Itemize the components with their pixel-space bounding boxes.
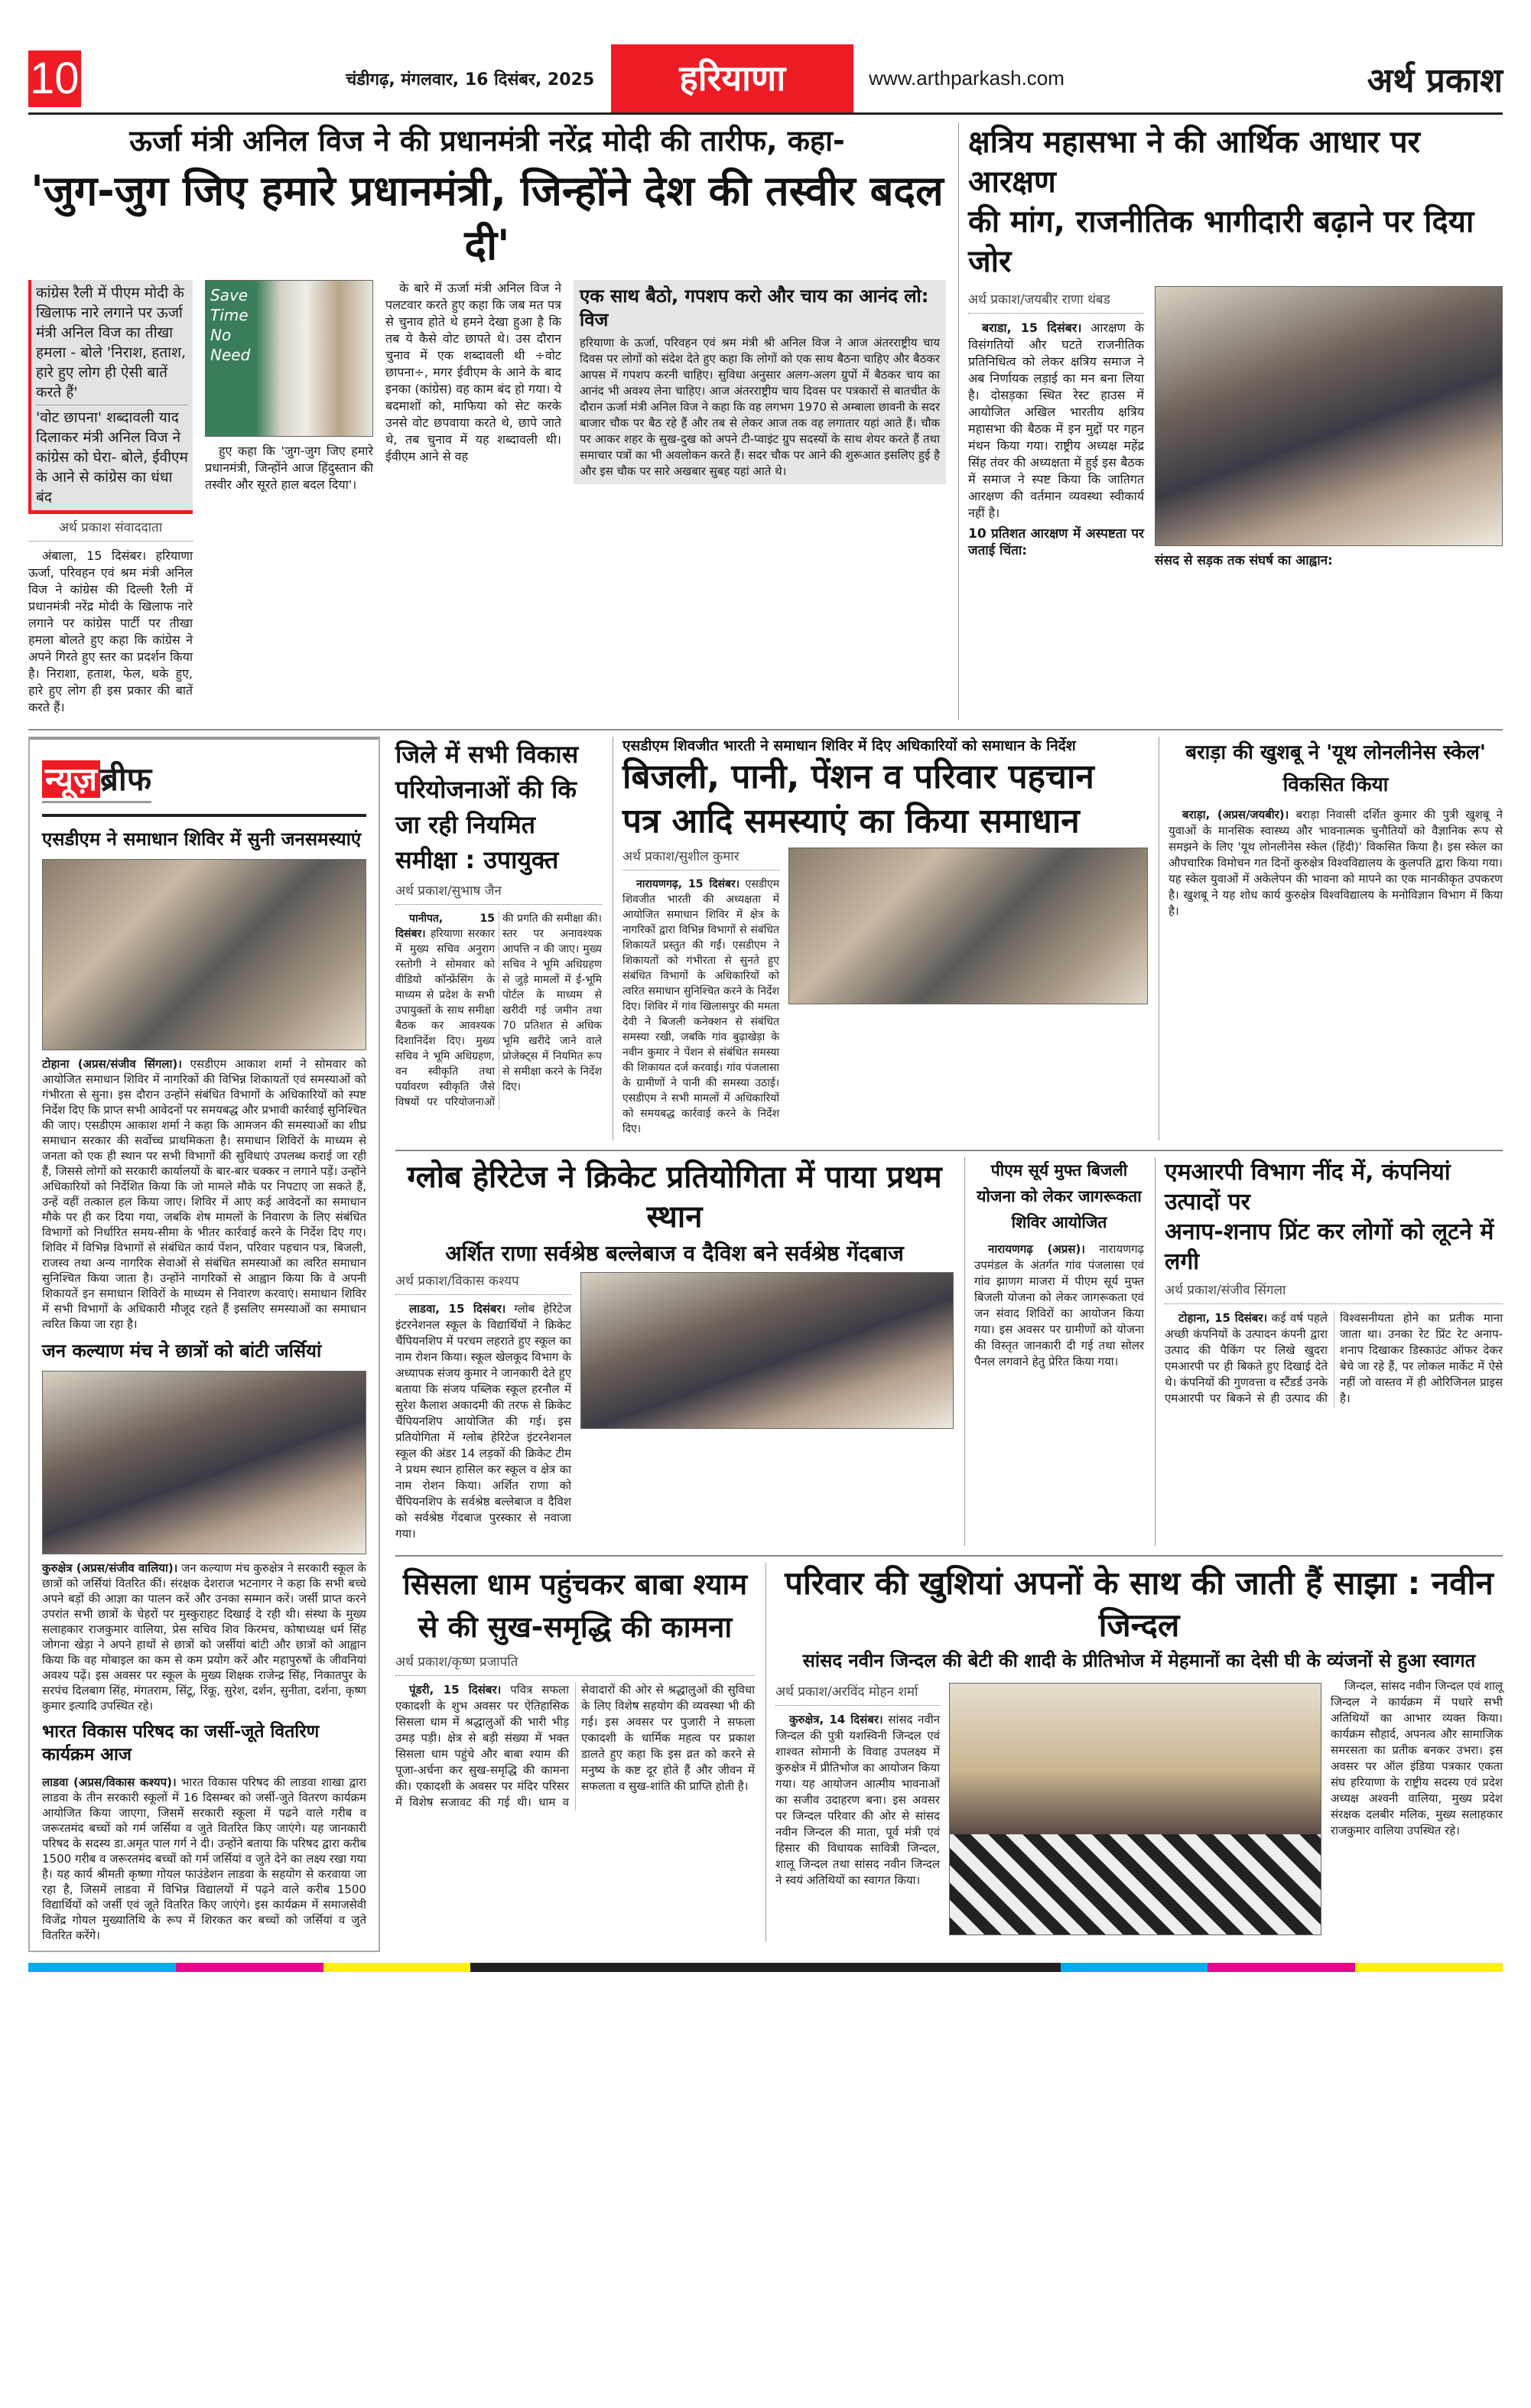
samadhan-article: [613, 737, 1148, 1141]
masthead: [28, 44, 1503, 115]
subhead: संसद से सड़क तक संघर्ष का आह्वान:: [1155, 553, 1333, 568]
registration-swatch: [28, 1963, 176, 1972]
chai-headline: एक साथ बैठो, गपशप करो और चाय का आनंद लो: विज: [580, 285, 929, 330]
kshatriya-body: [968, 320, 1144, 559]
brief-headline: जन कल्याण मंच ने छात्रों को बांटी जर्सियां: [42, 1339, 322, 1362]
page-number: 10: [28, 50, 81, 107]
jindal-column-1: [775, 1678, 940, 1941]
jindal-columns: [775, 1678, 1503, 1941]
registration-swatch: [1355, 1963, 1503, 1972]
lower-articles: [395, 737, 1503, 1952]
color-registration-bar: [28, 1963, 1503, 1972]
paragraph: जन कल्याण मंच कुरुक्षेत्र ने सरकारी स्कूल के छात्रों को जर्सियां वितरित कीं। संरक्षक देशराज भटनागर ने कहा कि सभी बच्चे अपने बड़ों की आज्ञा का पालन करें और उनका सम्मान करें। जर्सी प्राप्त करने उपरांत सभी छात्रों के चेहरों पर मुस्कुराहट दिखाई दे रही थी। संस्था के मुख्य सलाहकार राजकुमार वालिया, प्रेस सचिव शिव किरमच, कोषाध्यक्ष धर्म सिंह जोगना खेड़ा ने अपने हाथों से छात्रों को जर्सीयां बांटी और छात्रों को आह्वान किया कि वह मोबाइल का कम से कम प्रयोग करें और महापुरुषों के जीवनियां अवश्य पढ़ें। इस अवसर पर स्कूल के मुख्य शिक्षक राजेन्द्र सिंह, निकातपुर के सरपंच दिलबाग सिंह, मंगतराम, सिंटू, रिंकू, सुरेश, दर्शन, सुनीता, दर्शना, कृष्ण कुमार इत्यादि उपस्थित रहे।: [42, 1561, 366, 1713]
brief-headline: एसडीएम ने समाधान शिविर में सुनी जनसमस्याएं: [42, 828, 362, 850]
row-c: [395, 1557, 1503, 1950]
registration-swatch: [176, 1963, 323, 1972]
kshatriya-column-2: [1155, 286, 1503, 573]
subhead: 10 प्रतिशत आरक्षण में अस्पष्टता पर जताई चिंता:: [968, 526, 1144, 558]
sisla-body: [395, 1682, 755, 1811]
dateline: नारायणगढ़, 15 दिसंबर।: [636, 877, 740, 890]
samadhan-column-1: [622, 843, 779, 1141]
brief-body: [42, 1775, 366, 1943]
brief-headline: भारत विकास परिषद का जर्सी-जूते वितरिण कार्यक्रम आज: [42, 1722, 320, 1765]
byline: अर्थ प्रकाश/कृष्ण प्रजापति: [395, 1653, 755, 1676]
lead-columns: [28, 280, 946, 720]
kshatriya-column-1: [968, 286, 1144, 573]
website-url[interactable]: www.arthparkash.com: [869, 67, 1065, 89]
lead-column-2: [205, 280, 373, 720]
lead-article: [28, 122, 946, 720]
jindal-headline: परिवार की खुशियां अपनों के साथ की जाती हैं साझा : नवीन जिन्दल: [785, 1564, 1494, 1644]
section-title: हरियाणा: [611, 44, 853, 112]
samadhan-body: [622, 877, 779, 1137]
divider: [42, 814, 366, 817]
chai-box: [574, 280, 946, 484]
sisla-article: [395, 1563, 755, 1941]
mrp-headline-1: एमआरपी विभाग नींद में, कंपनियां उत्पादों पर: [1165, 1158, 1451, 1215]
dateline: लाडवा, 15 दिसंबर।: [409, 1302, 506, 1316]
mrp-article: [1155, 1157, 1503, 1546]
chai-body: हरियाणा के ऊर्जा, परिवहन एवं श्रम मंत्री श्री अनिल विज ने आज अंतरराष्ट्रीय चाय दिवस पर लोगों को संदेश देते हुए कहा कि लोगों को एक साथ बैठना चाहिए और बैठकर आपस में गपशप करनी चाहिए। सुविधा अनुसार अलग-अलग ग्रुपों में बैठकर चाय का आनंद भी अवश्य लेना चाहिए। आज अंतरराष्ट्रीय चाय दिवस पर पत्रकारों से बातचीत के दौरान ऊर्जा मंत्री अनिल विज ने कहा कि वह लगभग 1970 से अम्बाला छावनी के सदर बाजार चौक पर बैठ रहे हैं और तब से लेकर आज तक वह लगातार यहां आते हैं। चौक पर आकर शहर के सुख-दुख को अपने टी-प्वाइंट ग्रुप सदस्यों के साथ शेयर करते हैं तथा समाचार पत्रों का भी अवलोकन करते हैं। सदर चौक पर आने की शुरूआत इसलिए हुई है और इस चौक पर सारे अखबार सुबह यहां आते थे।: [580, 336, 940, 479]
surya-article: [964, 1157, 1144, 1546]
registration-swatch: [470, 1963, 1060, 1972]
byline: अर्थ प्रकाश/सुभाष जैन: [395, 882, 602, 905]
sdm-camp-photo: [42, 859, 366, 1050]
mrp-body: [1165, 1310, 1503, 1409]
kshatriya-article: [958, 122, 1503, 720]
paragraph: बराड़ा निवासी दर्शित कुमार की पुत्री खुशबू ने युवाओं के मानसिक स्वास्थ्य और भावनात्मक चुनौतियों को वैज्ञानिक रूप से समझने के लिए 'यूथ लोनलीनेस स्केल (हिंदी)' विकसित किया है। इस स्केल का औपचारिक विमोचन गत दिनों कुरुक्षेत्र विश्वविद्यालय के कुलपति द्वारा किया गया। यह स्केल युवाओं में अकेलेपन की भावना को मापने का एक मानकीकृत उपकरण है। खुशबू ने यह शोध कार्य कुरुक्षेत्र विश्वविद्यालय के मनोविज्ञान विभाग में किया है।: [1169, 807, 1503, 918]
samadhan-camp-photo: [788, 848, 1148, 1004]
lead-column-3: [385, 280, 561, 720]
byline: अर्थ प्रकाश/संजीव सिंगला: [1165, 1281, 1503, 1304]
kshatriya-body-2: [1155, 552, 1503, 569]
cricket-columns: [395, 1267, 954, 1546]
highlight-point: 'वोट छापना' शब्दावली याद दिलाकर मंत्री अनिल विज ने कांग्रेस को घेरा- बोले, ईवीएम के आने से कांग्रेस का धंधा बंद: [36, 408, 188, 506]
lower-section: [28, 729, 1503, 1952]
samadhan-headline-2: पत्र आदि समस्याएं का किया समाधान: [622, 801, 1080, 841]
kshatriya-group-photo: [1155, 286, 1503, 546]
top-row: [28, 122, 1503, 720]
news-brief-title: [42, 758, 151, 803]
paragraph: एसडीएम शिवजीत भारती की अध्यक्षता में आयोजित समाधान शिविर में क्षेत्र के नागरिकों द्वारा विभिन्न विभागों से संबंधित शिकायतें प्रस्तुत की गईं। एसडीएम ने शिकायतों को गंभीरता से सुनते हुए संबंधित विभागों के अधिकारियों को त्वरित समाधान सुनिश्चित करने के निर्देश दिए। शिविर में गांव खिलासपुर की ममता देवी ने बिजली कनेक्शन से संबंधित समस्या रखी, जबकि गांव बुढ़ाखेड़ा के नवीन कुमार ने पेंशन से संबंधित समस्या की शिकायत दर्ज करवाई। गांव पंजलासा के ग्रामीणों ने पानी की समस्या उठाई। एसडीएम ने सभी मामलों में अधिकारियों को समयबद्ध कार्रवाई करने के निर्देश दिए।: [622, 877, 780, 1135]
jindal-subheadline: सांसद नवीन जिन्दल की बेटी की शादी के प्रीतिभोज में मेहमानों का देसी घी के व्यंजनों से हुआ स्वागत: [802, 1650, 1476, 1672]
cricket-column-1: [395, 1267, 571, 1546]
mrp-headline-2: अनाप-शनाप प्रिंट कर लोगों को लूटने में लगी: [1165, 1218, 1494, 1275]
paragraph: हरियाणा सरकार में मुख्य सचिव अनुराग रस्तोगी ने सोमवार को वीडियो कॉन्फ्रेंसिंग के माध्यम से प्रदेश के सभी उपायुक्तों के साथ समीक्षा बैठक कर आवश्यक दिशानिर्देश दिए। मुख्य सचिव ने भूमि अधिग्रहण, वन स्वीकृति तथा पर्यावरण स्वीकृति जैसे विषयों पर परियोजनाओं की प्रगति की समीक्षा की। स्तर पर अनावश्यक आपत्ति न की जाए। मुख्य सचिव ने भूमि अधिग्रहण से जुड़े मामलों में ई-भूमि पोर्टल के माध्यम से खरीदी गई जमीन तथा 70 प्रतिशत से अधिक भूमि खरीदे जाने वाले प्रोजेक्ट्स में नियमित रूप से समीक्षा करने के निर्देश दिए।: [395, 912, 602, 1108]
cricket-body: [395, 1301, 571, 1542]
surya-headline: पीएम सूर्य मुफ्त बिजली योजना को लेकर जागरूकता शिविर आयोजित: [977, 1160, 1142, 1232]
cricket-subheadline: अर्शित राणा सर्वश्रेष्ठ बल्लेबाज व दैविश बने सर्वश्रेष्ठ गेंदबाज: [445, 1240, 904, 1266]
dateline: कुरुक्षेत्र, 14 दिसंबर।: [789, 1712, 883, 1726]
samadhan-kicker: एसडीएम शिवजीत भारती ने समाधान शिविर में दिए अधिकारियों को समाधान के निर्देश: [622, 737, 1076, 754]
news-brief-title-red: न्यूज़: [42, 760, 100, 798]
brief-body: [42, 1056, 366, 1332]
samadhan-columns: [622, 843, 1148, 1141]
paragraph: अंबाला, 15 दिसंबर। हरियाणा ऊर्जा, परिवहन एवं श्रम मंत्री अनिल विज ने कांग्रेस की दिल्ली रैली में प्रधानमंत्री नरेंद्र मोदी के खिलाफ नारे लगाने पर कांग्रेस पार्टी पर तीखा हमला बोलते हुए कहा कि कांग्रेस ने अपने गिरते हुए स्तर का प्रदर्शन किया है। निराशा, हताश, फेल, थके हुए, हारे हुए लोग ही इस प्रकार की बातें करते हैं।: [28, 548, 193, 714]
dateline: बराड़ा, (अप्रस/जयबीर)।: [1182, 807, 1289, 822]
dateline: बराडा, 15 दिसंबर।: [982, 321, 1082, 335]
paragraph: भारत विकास परिषद की लाडवा शाखा द्वारा लाडवा के तीन सरकारी स्कूलों में 16 दिसम्बर को जर्सी-जुते वितरण कार्यक्रम आयोजित किया जाएगा, जिसमें सरकारी स्कूला में पढने वाले गरीब व जरूरतमंद बच्चों को गर्म जर्सिया व जुते वितरित किए जाएंगे। यह जानकारी परिषद के सदस्य डा.अमृत पाल गर्ग ने दी। उन्होंने बताया कि परिषद द्वारा करीब 1500 गरीब व जरूरतमंद बच्चों को गर्म जर्सियां व जुते देने का लक्ष्य रखा गया है। यह कार्य श्रीमती कृष्णा गोयल फाउंडेशन लाडवा के सहयोग से करवाया जा रहा है, जिसमें लाडवा में विभिन्न विद्यालयों में पढ़ने वाले करीब 1500 विद्यार्थियों को जर्सी एवं जूते वितरित किए जाएंगे। इस कार्यक्रम में समाजसेवी विजेंद्र गोयल मुख्यातिथि के रूप में शिरकत कर बच्चों को जर्सियां व जुते वितरित करेंगे।: [42, 1775, 366, 1942]
anil-vij-photo: [205, 280, 373, 437]
paragraph: के बारे में ऊर्जा मंत्री अनिल विज ने पलटवार करते हुए कहा कि जब मत पत्र से चुनाव होते थे हमने देखा हुआ है कि तब ये कैसे वोट छापते थे। उस दौरान चुनाव में एक शब्दावली थी ÷वोट छापना÷, मगर ईवीएम के आने के बाद इनका (कांग्रेस) वह काम बंद हो गया। ये बदमाशों को, माफिया को सेट करके उनसे वोट छपवाया करते थे, छापे जाते थे, तब चुनाव में यह शब्दावली थी। ईवीएम आने से वह: [385, 280, 561, 464]
samadhan-headline-1: बिजली, पानी, पेंशन व परिवार पहचान: [622, 757, 1094, 797]
jindal-article: [766, 1563, 1503, 1941]
dateline: पूंडरी, 15 दिसंबर।: [409, 1683, 502, 1697]
jindal-body: [775, 1712, 940, 1889]
paragraph: कई वर्ष पहले अच्छी कंपनियों के उत्पादन कंपनी द्वारा उत्पाद की पैकिंग पर लिखे खुदरा एमआरपी पर ही बिकते हुए दिखाई देते थे। कंपनियों की गुणवत्ता व स्टैंडर्ड उनके एमआरपी पर बिकने से ही उत्पाद की विश्वसनीयता होने का प्रतीक माना जाता था। उनका रेट प्रिंट रेट अनाप-शनाप दिखाकर डिस्काउंट ऑफर देकर बेचे जा रहे हैं, पर लोकल मार्केट में ऐसे नहीं जो वास्तव में ही ओरिजिनल प्राइस है।: [1165, 1310, 1503, 1405]
youth-scale-headline: बराड़ा की खुशबू ने 'यूथ लोनलीनेस स्केल' विकसित किया: [1185, 740, 1486, 796]
highlight-point: कांग्रेस रैली में पीएम मोदी के खिलाफ नारे लगाने पर ऊर्जा मंत्री अनिल विज का तीखा हमला - बोले 'निराश, हताश, हारे हुए लोग ही ऐसी बातें करते हैं': [36, 283, 188, 405]
dateline: कुरुक्षेत्र (अप्रस/संजीव वालिया)।: [42, 1561, 178, 1576]
youth-scale-article: [1159, 737, 1503, 1141]
kshatriya-headline-1: क्षत्रिय महासभा ने की आर्थिक आधार पर आरक्षण: [968, 125, 1420, 200]
paragraph: पवित्र सफला एकादशी के शुभ अवसर पर ऐतिहासिक सिसला धाम में श्रद्धालुओं की भारी भीड़ उमड़ पड़ी। क्षेत्र से बड़ी संख्या में भक्त सिसला धाम पहुंचे और बाबा श्याम की पूजा-अर्चना कर सुख-समृद्धि की कामना की। एकादशी के अवसर पर मंदिर परिसर में विशेष सजावट की गई थी। धाम व सेवादारों की ओर से श्रद्धालुओं की सुविधा के लिए विशेष सहयोग की व्यवस्था भी की गई। इस अवसर पर पुजारी ने सफला एकादशी के धार्मिक महत्व पर प्रकाश डालते हुए कहा कि इस व्रत को करने से मनुष्य के कष्ट दूर होते हैं और जीवन में सफलता व सुख-शांति की प्राप्ति होती है।: [395, 1683, 755, 1810]
jindal-body-right: [1331, 1678, 1503, 1941]
registration-swatch: [1208, 1963, 1355, 1972]
paragraph: आरक्षण के विसंगतियों और घटते राजनीतिक प्रतिनिधित्व को लेकर क्षत्रिय समाज ने अब निर्णायक लड़ाई का मन बना लिया है। दोसड़का स्थित रेस्ट हाउस में आयोजित अखिल भारतीय क्षत्रिय महासभा की बैठक में इन मुद्दों पर गहन मंथन किया गया। राष्ट्रीय अध्यक्ष महेंद्र सिंह तंवर की अध्यक्षता में हुई इस बैठक में समाज ने स्पष्ट किया कि जातिगत आरक्षण की वर्तमान व्यवस्था स्वीकार्य नहीं है।: [968, 321, 1144, 520]
district-headline: जिले में सभी विकास परियोजनाओं की कि जा रही नियमित समीक्षा : उपायुक्त: [395, 739, 579, 874]
lead-column-1: [28, 280, 193, 720]
youth-scale-body: [1169, 807, 1503, 919]
surya-body: [974, 1241, 1144, 1370]
row-a: [395, 737, 1503, 1151]
byline: अर्थ प्रकाश/विकास कश्यप: [395, 1272, 571, 1295]
newspaper-logo: अर्थ प्रकाश: [1367, 60, 1503, 100]
district-article: [395, 737, 602, 1141]
sisla-headline: सिसला धाम पहुंचकर बाबा श्याम से की सुख-समृद्धि की कामना: [402, 1567, 748, 1645]
jersey-distribution-photo: [42, 1371, 366, 1554]
kshatriya-headline-2: की मांग, राजनीतिक भागीदारी बढ़ाने पर दिया जोर: [968, 204, 1474, 279]
byline: अर्थ प्रकाश संवाददाता: [28, 519, 193, 542]
paragraph: जिन्दल, सांसद नवीन जिन्दल एवं शालू जिन्दल ने कार्यक्रम में पधारे सभी अतिथियों का आभार व्यक्त किया। कार्यक्रम सौहार्द, अपनत्व और सामाजिक समरसता का प्रतीक बनकर उभरा। इस अवसर पर ऑल इंडिया पत्रकार एकता संघ हरियाणा के राष्ट्रीय सदस्य एवं प्रदेश अध्यक्ष अश्वनी वालिया, मुख्य प्रदेश संरक्षक दलबीर मलिक, मुख्य सलाहकार राजकुमार वालिया उपस्थित रहे।: [1331, 1678, 1503, 1837]
paragraph: नारायणगढ़ उपमंडल के अंतर्गत गांव पंजलासा एवं गांव झाणग माजरा में पीएम सूर्य मुफ्त बिजली योजना को लेकर जागरूकता एवं जन संवाद शिविरों का आयोजन किया गया। इस अवसर पर ग्रामीणों को योजना की विस्तृत जानकारी दी गई तथा सोलर पैनल लगवाने हेतु प्रेरित किया गया।: [974, 1241, 1144, 1368]
paragraph: हुए कहा कि 'जुग-जुग जिए हमारे प्रधानमंत्री, जिन्होंने आज हिंदुस्तान की तस्वीर और सूरते हाल बदल दिया'।: [205, 443, 373, 492]
dateline: टोहाना (अप्रस/संजीव सिंगला)।: [42, 1056, 182, 1071]
lead-kicker: ऊर्जा मंत्री अनिल विज ने की प्रधानमंत्री नरेंद्र मोदी की तारीफ, कहा-: [129, 124, 845, 158]
row-b: [395, 1151, 1503, 1557]
district-body: [395, 911, 602, 1110]
lead-body-2: [205, 443, 373, 493]
cricket-team-photo: [580, 1272, 954, 1429]
paragraph: एसडीएम आकाश शर्मा ने सोमवार को आयोजित समाधान शिविर में नागरिकों की विभिन्न शिकायतों एवं समस्याओं को गंभीरता से सुना। इस दौरान उन्होंने संबंधित विभागों के अधिकारियों को स्पष्ट निर्देश दिए कि प्राप्त सभी आवेदनों पर समयबद्ध और प्रभावी कार्रवाई सुनिश्चित की जाए। एसडीएम आकाश शर्मा ने कहा कि आमजन की समस्याओं का शीघ्र समाधान सरकार की सर्वोच्च प्राथमिकता है। समाधान शिविरों के माध्यम से जनता को एक ही स्थान पर सभी विभागों की सुविधाएं उपलब्ध कराई जा रही हैं, जिससे लोगों को सरकारी कार्यालयों के बार-बार चक्कर न लगाने पड़ें। उन्होंने अधिकारियों को निर्देशित किया कि जो मामले मौके पर निपटाए जा सकते हैं, उन्हें वहीं तत्काल हल किया जाए। शिविर में आए कई आवेदनों का समाधान मौके पर ही कर दिया गया, जबकि शेष मामलों के निवारण के लिए संबंधित विभागों को निर्धारित समय-सीमा के भीतर कार्रवाई करने के निर्देश दिए गए। शिविर में विभिन्न विभागों से संबंधित कार्य पेंशन, परिवार पहचान पत्र, बिजली, राजस्व तथा अन्य नागरिक सेवाओं से संबंधित समस्याओं का त्वरित समाधान सुनिश्चित किया जाता है। उन्होंने नागरिकों से आह्वान किया कि वे अपनी शिकायतें इन समाधान शिविरों के माध्यम से निवारण करवाएं। समाधान शिविर में सभी विभागों के अधिकारी मौजूद रहते हैं इसलिए समस्याओं का समाधान त्वरित किया जा रहा है।: [42, 1056, 366, 1331]
news-brief-title-text: ब्रीफ: [99, 760, 152, 798]
byline: अर्थ प्रकाश/सुशील कुमार: [622, 848, 779, 870]
lead-body-3: [385, 280, 561, 465]
dateline: पानीपत, 15 दिसंबर।: [395, 912, 495, 940]
lead-highlight-box: [28, 280, 193, 514]
kshatriya-columns: [968, 286, 1503, 573]
cricket-article: [395, 1157, 954, 1546]
dateline: टोहाना, 15 दिसंबर।: [1178, 1310, 1268, 1325]
paragraph: सांसद नवीन जिन्दल की पुत्री यशस्विनी जिन्दल एवं शाश्वत सोमानी के विवाह उपलक्ष्य में कुरुक्षेत्र में प्रीतिभोज का आयोजन किया गया। यह आयोजन आत्मीय भावनाओं का सजीव उदाहरण बना। इस अवसर पर जिन्दल परिवार की ओर से सांसद नवीन जिन्दल की माता, पूर्व मंत्री एवं हिसार की विधायक सावित्री जिन्दल, शालू जिन्दल तथा सांसद नवीन जिन्दल ने स्वयं अतिथियों का स्वागत किया।: [775, 1712, 940, 1887]
paragraph: ग्लोब हेरिटेज इंटरनेशनल स्कूल के विद्यार्थियों ने क्रिकेट चैंपियनशिप में परचम लहराते हुए स्कूल का नाम रोशन किया। स्कूल खेलकूद विभाग के अध्यापक संजय कुमार ने जानकारी देते हुए बताया कि संजय पब्लिक स्कूल हरनौल में सुरेश कैलाश अकादमी की तरफ से क्रिकेट चैंपियनशिप आयोजित की गई। इस प्रतियोगिता में ग्लोब हेरिटेज इंटरनेशनल स्कूल की अंडर 14 लड़कों की क्रिकेट टीम ने प्रथम स्थान हासिल कर स्कूल व क्षेत्र का नाम रोशन किया। अर्शित राणा को चैंपियनशिप के सर्वश्रेष्ठ बल्लेबाज व दैविश को सर्वश्रेष्ठ गेंदबाज पुरस्कार से नवाजा गया।: [395, 1302, 571, 1541]
byline: अर्थ प्रकाश/अरविंद मोहन शर्मा: [775, 1683, 940, 1706]
news-brief-panel: [28, 737, 380, 1952]
photo-banner-text: Save Time No Need: [210, 285, 251, 364]
lead-body-1: [28, 548, 193, 716]
brief-body: [42, 1560, 366, 1713]
lead-headline: 'जुग-जुग जिए हमारे प्रधानमंत्री, जिन्होंने देश की तस्वीर बदल दी': [31, 167, 944, 269]
dateline: चंडीगढ़, मंगलवार, 16 दिसंबर, 2025: [346, 70, 595, 89]
registration-swatch: [323, 1963, 471, 1972]
dateline: लाडवा (अप्रस/विकास कश्यप)।: [42, 1775, 177, 1789]
jindal-reception-photo: [949, 1683, 1321, 1935]
registration-swatch: [1061, 1963, 1208, 1972]
byline: अर्थ प्रकाश/जयबीर राणा थंबड: [968, 291, 1144, 314]
cricket-headline: ग्लोब हेरिटेज ने क्रिकेट प्रतियोगिता में पाया प्रथम स्थान: [407, 1159, 942, 1235]
dateline: नारायणगढ़ (अप्रस)।: [988, 1241, 1085, 1256]
